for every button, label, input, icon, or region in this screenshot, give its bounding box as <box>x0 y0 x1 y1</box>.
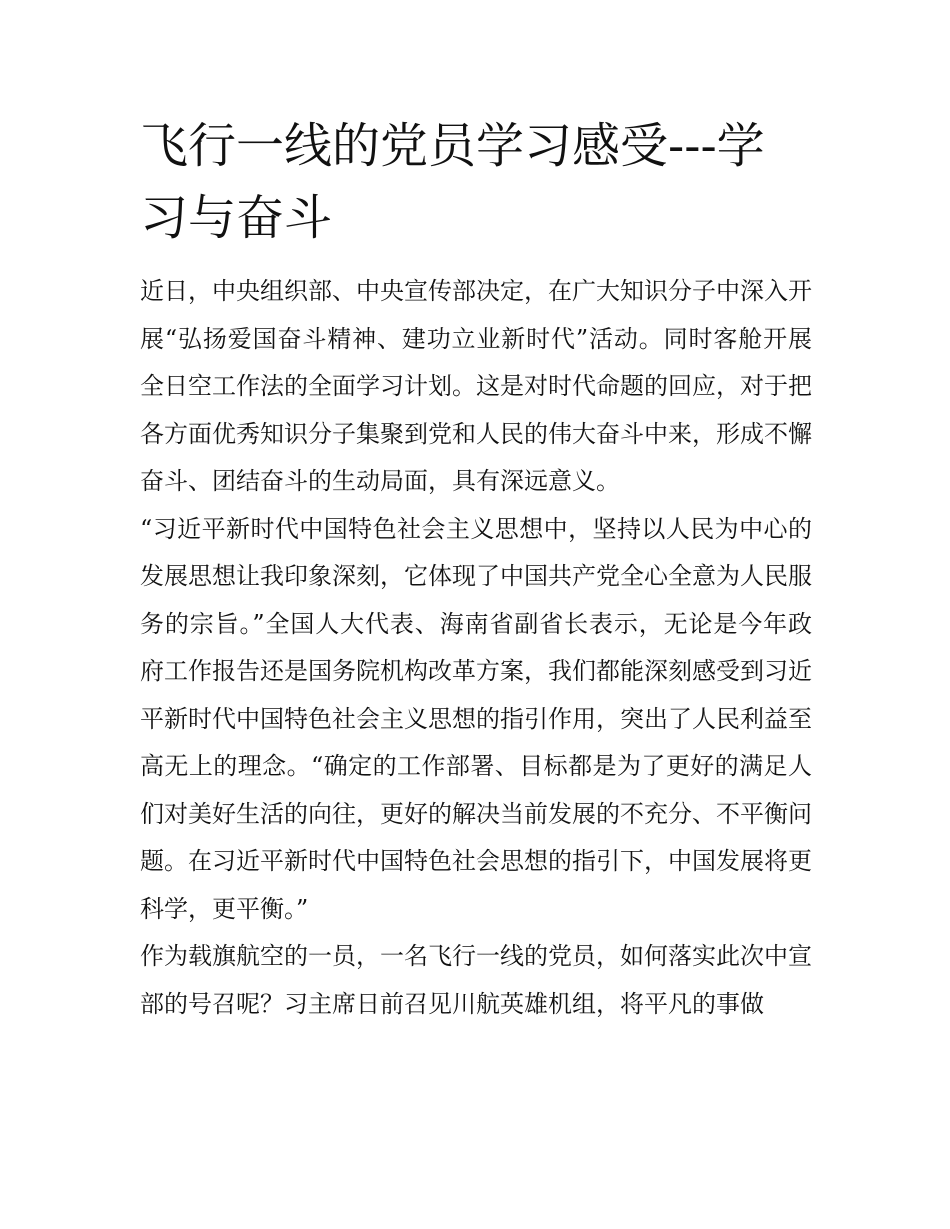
document-title: 飞行一线的党员学习感受---学习与奋斗 <box>140 118 765 246</box>
document-body <box>140 110 812 1028</box>
paragraph-3: 作为载旗航空的一员，一名飞行一线的党员，如何落实此次中宣部的号召呢？习主席日前召见川航英雄机组，将平凡的事做 <box>140 942 812 1018</box>
paragraph-1: 近日，中央组织部、中央宣传部决定，在广大知识分子中深入开展“弘扬爱国奋斗精神、建功立业新时代”活动。同时客舱开展全日空工作法的全面学习计划。这是对时代命题的回应，对于把各方面优秀知识分子集聚到党和人民的伟大奋斗中来，形成不懈奋斗、团结奋斗的生动局面，具有深远意义。 <box>140 277 812 495</box>
paragraph-2: “习近平新时代中国特色社会主义思想中，坚持以人民为中心的发展思想让我印象深刻，它体现了中国共产党全心全意为人民服务的宗旨。”全国人大代表、海南省副省长表示，无论是今年政府工作报告还是国务院机构改革方案，我们都能深刻感受到习近平新时代中国特色社会主义思想的指引作用，突出了人民利益至高无上的理念。“确定的工作部署、目标都是为了更好的满足人们对美好生活的向往，更好的解决当前发展的不充分、不平衡问题。在习近平新时代中国特色社会思想的指引下，中国发展将更科学，更平衡。” <box>140 514 812 923</box>
